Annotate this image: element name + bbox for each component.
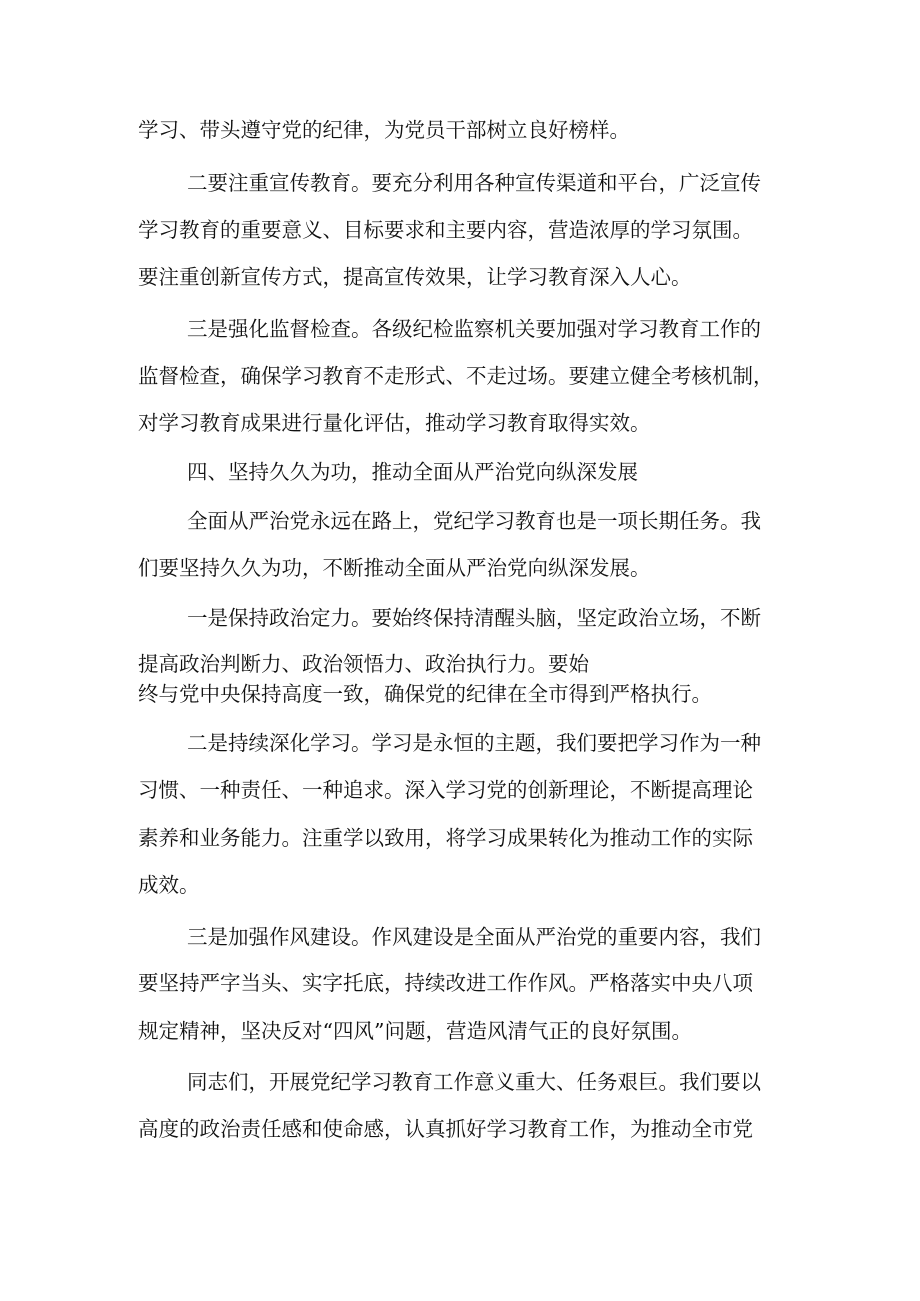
paragraph-first-line: 二要注重宣传教育。要充分利用各种宣传渠道和平台，广泛宣传 [187, 171, 761, 195]
text-line: 习惯、一种责任、一种追求。深入学习党的创新理论，不断提高理论 [138, 778, 753, 802]
text-line: 高度的政治责任感和使命感，认真抓好学习教育工作，为推动全市党 [138, 1117, 753, 1141]
text-line: 学习教育的重要意义、目标要求和主要内容，营造浓厚的学习氛围。 [138, 218, 753, 242]
paragraph-first-line: 全面从严治党永远在路上，党纪学习教育也是一项长期任务。我 [187, 509, 761, 533]
text-line: 学习、带头遵守党的纪律，为党员干部树立良好榜样。 [138, 118, 630, 142]
paragraph-first-line: 二是持续深化学习。学习是永恒的主题，我们要把学习作为一种 [187, 731, 761, 755]
paragraph-first-line: 三是加强作风建设。作风建设是全面从严治党的重要内容，我们 [187, 925, 761, 949]
text-line: 要坚持严字当头、实字托底，持续改进工作作风。严格落实中央八项 [138, 971, 753, 995]
text-line: 规定精神，坚决反对“四风”问题，营造风清气正的良好氛围。 [138, 1019, 692, 1043]
text-line: 素养和业务能力。注重学以致用，将学习成果转化为推动工作的实际 [138, 826, 753, 850]
section-heading: 四、坚持久久为功，推动全面从严治党向纵深发展 [187, 460, 638, 484]
paragraph-first-line: 同志们，开展党纪学习教育工作意义重大、任务艰巨。我们要以 [187, 1070, 761, 1094]
paragraph-first-line: 一是保持政治定力。要始终保持清醒头脑，坚定政治立场，不断 [187, 606, 761, 630]
text-line: 们要坚持久久为功，不断推动全面从严治党向纵深发展。 [138, 556, 651, 580]
text-line: 监督检查，确保学习教育不走形式、不走过场。要建立健全考核机制， [138, 364, 774, 388]
text-line: 提高政治判断力、政治领悟力、政治执行力。要始 [138, 652, 589, 676]
text-line: 终与党中央保持高度一致，确保党的纪律在全市得到严格执行。 [138, 682, 712, 706]
text-line: 成效。 [138, 873, 200, 897]
paragraph-first-line: 三是强化监督检查。各级纪检监察机关要加强对学习教育工作的 [187, 317, 761, 341]
text-line: 对学习教育成果进行量化评估，推动学习教育取得实效。 [138, 411, 651, 435]
text-line: 要注重创新宣传方式，提高宣传效果，让学习教育深入人心。 [138, 265, 692, 289]
